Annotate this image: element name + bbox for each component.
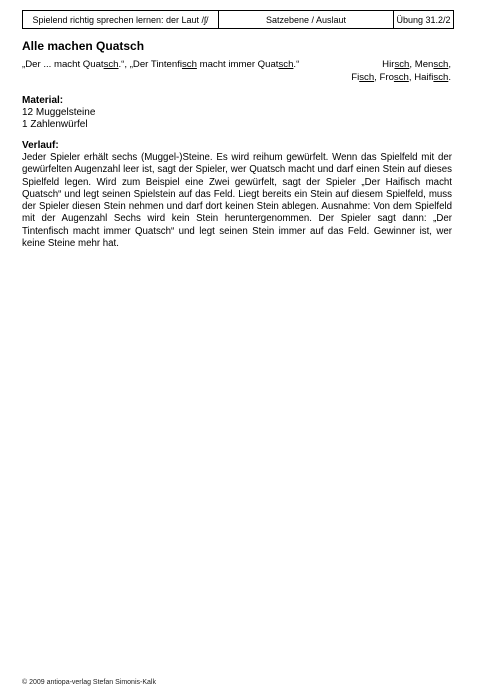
word-list xyxy=(351,59,451,84)
header-table xyxy=(22,10,454,29)
verlauf-text: Jeder Spieler erhält sechs (Muggel-)Steine. Es wird reihum gewürfelt. Wenn das Spielfeld mit der gewürfelten Augenzahl leer ist, sagt der Spieler, wer Quatsch macht und darf einen Stein auf dieses Spielfeld legen. Wird zum Beispiel eine Zwei gewürfelt, sagt der Spieler „Der Haifisch macht Quatsch“ und legt seinen Spielstein auf das Feld. Liegt bereits ein Stein auf diesem Spielfeld, muss der Spieler diesen Stein nehmen und darf dort keinen Stein ablegen. Ausnahme: Von dem Spielfeld mit der Augenzahl Sechs wird kein Stein heruntergenommen. Der Spieler sagt dann: „Der Tintenfisch macht immer Quatsch“ und legt seinen Stein immer auf das Feld. Gewinner ist, wer keine Steine mehr hat. xyxy=(22,152,452,250)
header-level: Satzebene / Auslaut xyxy=(219,11,394,28)
copyright-footer: © 2009 antiopa-verlag Stefan Simonis-Kalk xyxy=(22,679,156,686)
material-item: 1 Zahlenwürfel xyxy=(22,119,88,130)
word-line-1: Hirsch, Mensch, xyxy=(382,59,451,70)
header-exercise: Übung 31.2/2 xyxy=(396,14,451,25)
header-series: Spielend richtig sprechen lernen: der Laut /ʃ/ xyxy=(23,11,219,28)
material-item: 12 Muggelsteine xyxy=(22,107,96,118)
verlauf-heading: Verlauf: xyxy=(22,140,59,151)
material-heading: Material: xyxy=(22,95,64,106)
word-line-2: Fisch, Frosch, Haifisch. xyxy=(351,71,451,83)
page-title: Alle machen Quatsch xyxy=(22,39,145,53)
example-sentence: „Der ... macht Quatsch.“, „Der Tintenfisch macht immer Quatsch.“ xyxy=(22,59,300,70)
material-list xyxy=(22,107,95,131)
